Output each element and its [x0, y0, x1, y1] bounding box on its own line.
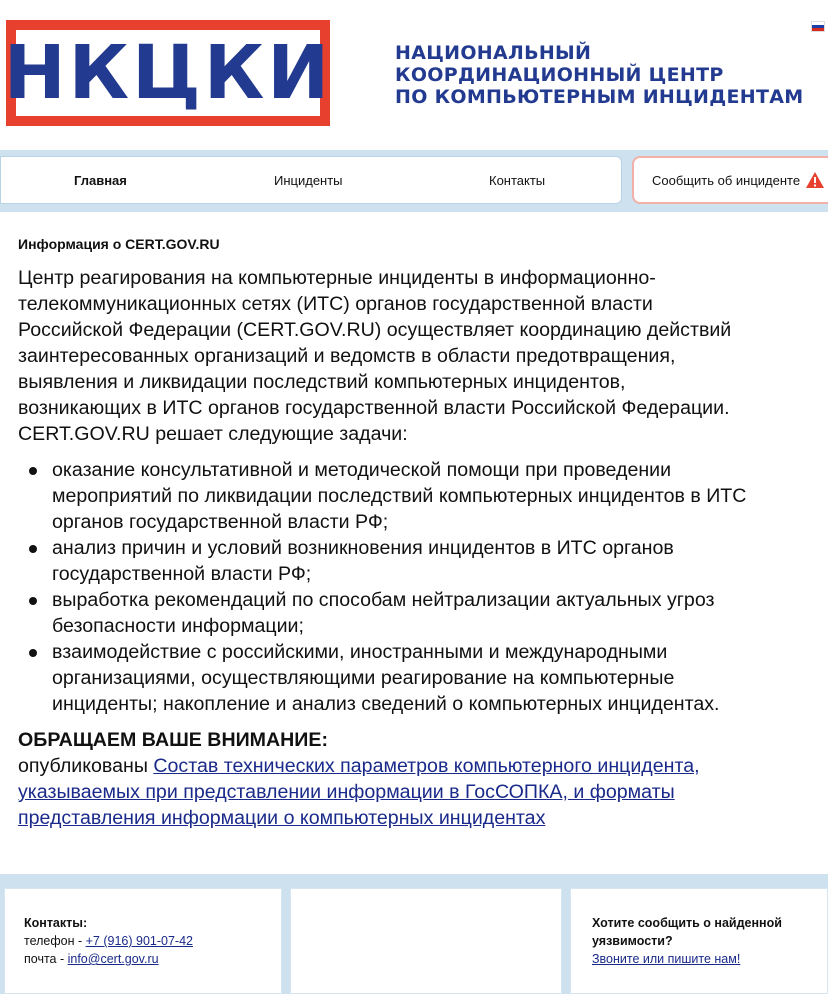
org-name-line: КООРДИНАЦИОННЫЙ ЦЕНТР — [395, 64, 724, 86]
phone-row — [24, 932, 193, 950]
email-row — [24, 950, 193, 968]
report-incident-label: Сообщить об инциденте — [652, 172, 801, 188]
russian-flag-icon[interactable] — [812, 22, 824, 31]
email-link[interactable]: info@cert.gov.ru — [67, 952, 159, 966]
task-text: взаимодействие с российскими, иностранными и международными организациями, осуществляющими реагирование на компьютерные инциденты; накопление и анализ сведений о компьютерных инцидентах. — [52, 641, 720, 715]
bullet-icon — [29, 649, 37, 657]
main-content — [18, 236, 828, 831]
task-text: анализ причин и условий возникновения инцидентов в ИТС органов государственной власти РФ; — [52, 537, 674, 585]
phone-link[interactable]: +7 (916) 901-07-42 — [85, 934, 193, 948]
logo-text: НКЦКИ — [3, 30, 333, 116]
nav-item-incidents[interactable]: Инциденты — [274, 172, 343, 188]
email-label: почта - — [24, 952, 68, 966]
contacts-heading: Контакты: — [24, 916, 88, 930]
org-name-line: НАЦИОНАЛЬНЫЙ — [395, 42, 592, 64]
nav-item-home[interactable]: Главная — [74, 172, 127, 188]
main-navigation — [0, 156, 622, 204]
bullet-icon — [29, 545, 37, 553]
organization-name — [395, 42, 815, 108]
intro-paragraph: Центр реагирования на компьютерные инциденты в информационно- телекоммуникационных сетях (ИТС) органов государственной власти Российской Федерации (CERT.GOV.RU) осуществляет координацию действий заинтересованных организаций и ведомств в области предотвращения, выявления и ликвидации последствий компьютерных инцидентов, возникающих в ИТС органов государственной власти Российской Федерации. CERT.GOV.RU решает следующие задачи: — [18, 267, 732, 445]
list-item — [18, 639, 828, 717]
task-text: выработка рекомендаций по способам нейтрализации актуальных угроз безопасности информации; — [52, 589, 715, 637]
attention-text — [18, 753, 828, 831]
tasks-list — [18, 457, 828, 717]
technical-parameters-link[interactable]: Состав технических параметров компьютерного инцидента, указываемых при представлении информации в ГосСОПКА, и форматы представления информации о компьютерных инцидентах — [18, 755, 700, 829]
footer-vulnerability — [592, 914, 782, 968]
phone-label: телефон - — [24, 934, 86, 948]
report-incident-button[interactable] — [632, 156, 828, 204]
contact-us-link[interactable]: Звоните или пишите нам! — [592, 952, 741, 966]
footer-middle-box — [290, 888, 562, 994]
task-text: оказание консультативной и методической помощи при проведении мероприятий по ликвидации последствий компьютерных инцидентов в ИТС органов государственной власти РФ; — [52, 459, 747, 533]
vulnerability-heading-line1: Хотите сообщить о найденной — [592, 916, 782, 930]
list-item — [18, 535, 828, 587]
list-item — [18, 457, 828, 535]
attention-prefix: опубликованы — [18, 755, 154, 777]
nav-item-contacts[interactable]: Контакты — [489, 172, 546, 188]
logo[interactable] — [3, 20, 333, 126]
attention-heading: ОБРАЩАЕМ ВАШЕ ВНИМАНИЕ: — [18, 729, 328, 751]
footer-contacts — [24, 914, 193, 968]
bullet-icon — [29, 597, 37, 605]
bullet-icon — [29, 467, 37, 475]
list-item — [18, 587, 828, 639]
site-header — [0, 0, 828, 150]
warning-icon — [806, 172, 824, 188]
vulnerability-heading-line2: уязвимости? — [592, 934, 673, 948]
page-title: Информация о CERT.GOV.RU — [18, 236, 220, 252]
org-name-line: ПО КОМПЬЮТЕРНЫМ ИНЦИДЕНТАМ — [395, 86, 804, 108]
